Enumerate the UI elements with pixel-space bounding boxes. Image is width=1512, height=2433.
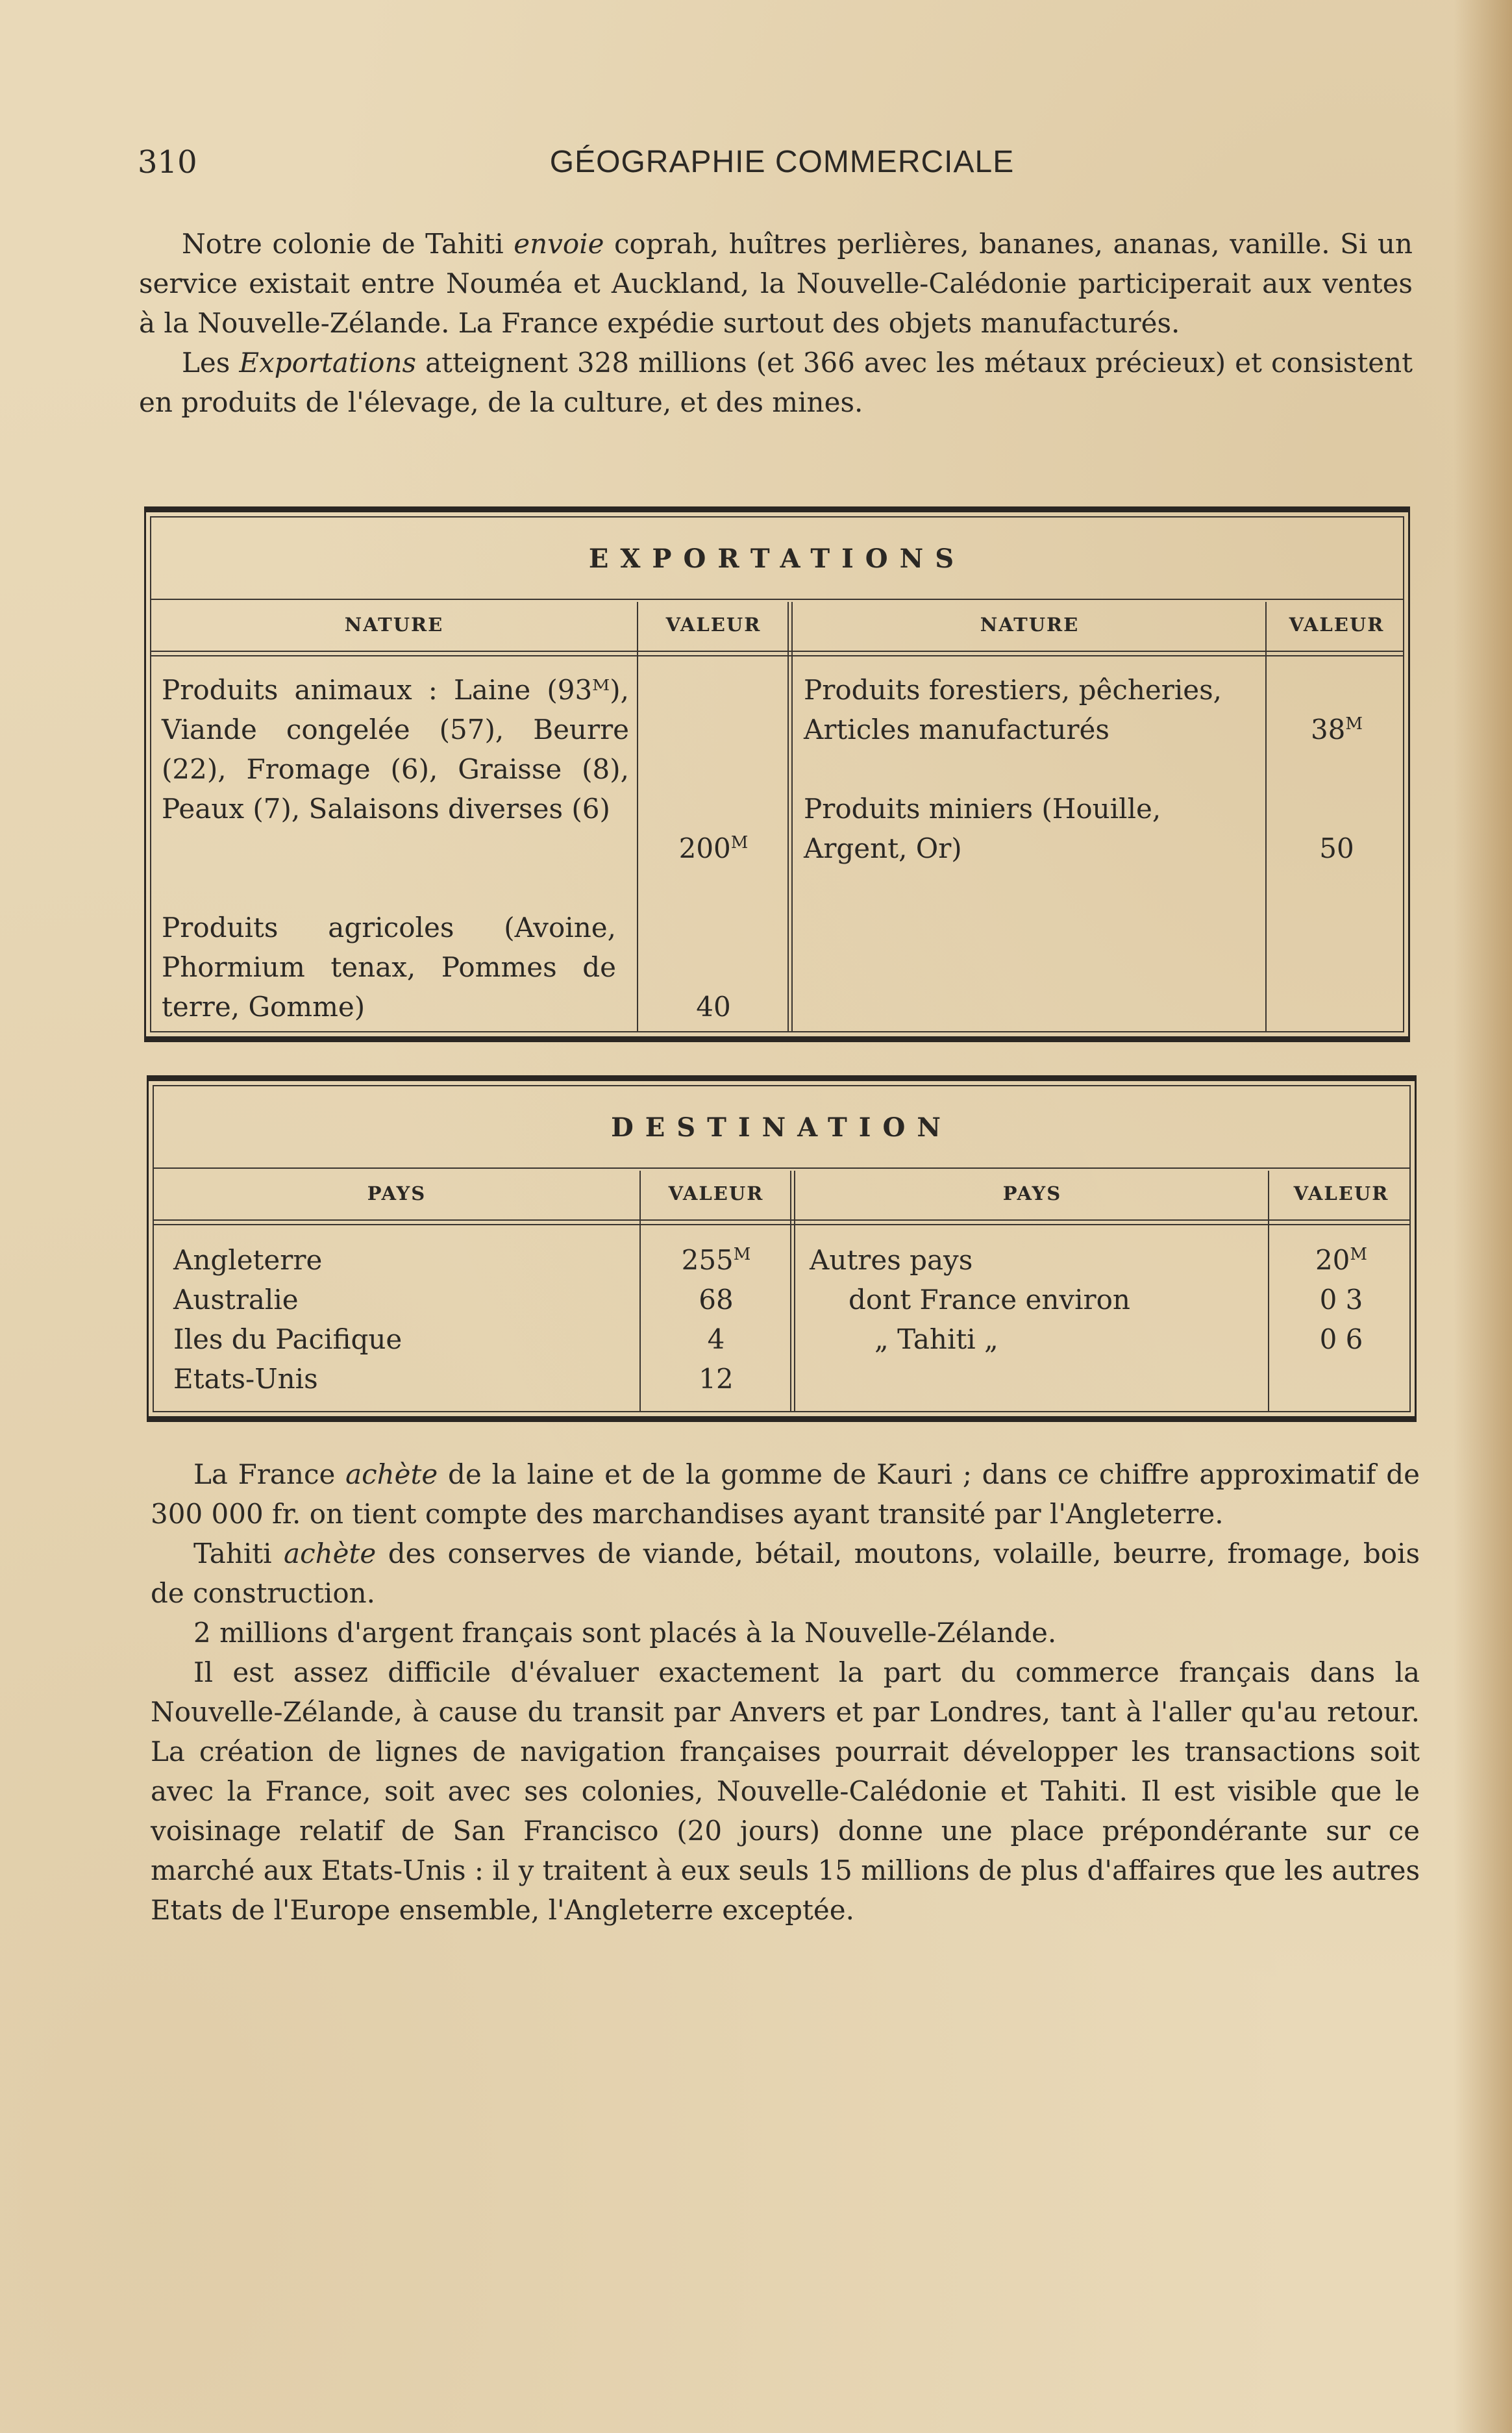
col-header-pays: PAYS <box>367 1182 427 1204</box>
destination-pays-cell: Australie <box>173 1284 299 1316</box>
exports-table-title: EXPORTATIONS <box>588 543 966 574</box>
table-rule <box>151 655 1403 656</box>
export-value-cell: $38^M$ <box>1310 714 1363 745</box>
destination-pays-cell: „ Tahiti „ <box>874 1323 998 1355</box>
column-divider <box>639 1171 641 1411</box>
destination-value-cell: $255^M$ <box>681 1244 751 1276</box>
destination-value-cell: 4 <box>707 1323 725 1355</box>
destination-value-cell: 68 <box>699 1284 734 1316</box>
export-nature-cell: Produits miniers (Houille, Argent, Or) <box>804 793 1161 864</box>
export-nature-cell: Produits animaux : Laine (93ᴹ), Viande congelée (57), Beurre (22), Fromage (6), Graisse (8), Peaux (7), Salaisons diverses (6) <box>162 674 629 825</box>
destination-pays-cell: Iles du Pacifique <box>173 1323 403 1355</box>
destination-value-cell: $20^M$ <box>1315 1244 1368 1276</box>
destination-pays-cell: dont France environ <box>849 1284 1130 1316</box>
export-value-cell: 50 <box>1319 832 1354 864</box>
destination-pays-cell: Autres pays <box>810 1244 973 1276</box>
table-rule <box>154 1167 1409 1169</box>
exports-table <box>144 506 1410 1042</box>
page-edge-shading <box>1454 0 1512 2433</box>
destination-table <box>147 1075 1417 1422</box>
col-header-valeur: VALEUR <box>668 1182 764 1204</box>
column-divider <box>790 1171 791 1411</box>
table-rule <box>151 651 1403 652</box>
export-value-cell: 40 <box>696 991 731 1023</box>
running-title: GÉOGRAPHIE COMMERCIALE <box>549 145 1015 179</box>
column-divider <box>787 602 789 1031</box>
export-nature-cell: Produits forestiers, pêcheries, Articles manufacturés <box>804 674 1222 745</box>
page-header <box>138 144 1426 190</box>
body-text <box>151 1454 1420 1930</box>
intro-text <box>139 224 1413 422</box>
column-divider <box>794 1171 795 1411</box>
destination-value-cell: 0 3 <box>1319 1284 1363 1316</box>
destination-pays-cell: Etats-Unis <box>173 1363 318 1395</box>
export-nature-cell: Produits agricoles (Avoine, Phormium tenax, Pommes de terre, Gomme) <box>162 912 616 1023</box>
destination-value-cell: 12 <box>699 1363 734 1395</box>
col-header-nature: NATURE <box>980 614 1080 636</box>
body-paragraph-3: 2 millions d'argent français sont placés à la Nouvelle-Zélande. <box>193 1617 1057 1649</box>
body-paragraph-2: Tahiti achète des conserves de viande, bétail, moutons, volaille, beurre, fromage, bois de construction. <box>151 1538 1420 1609</box>
table-rule <box>154 1224 1409 1225</box>
column-divider <box>791 602 793 1031</box>
column-divider <box>637 602 638 1031</box>
col-header-valeur: VALEUR <box>1289 614 1385 636</box>
col-header-valeur: VALEUR <box>1293 1182 1389 1204</box>
destination-pays-cell: Angleterre <box>173 1244 323 1276</box>
col-header-nature: NATURE <box>344 614 444 636</box>
col-header-valeur: VALEUR <box>665 614 762 636</box>
export-value-cell: $200^M$ <box>678 832 749 864</box>
column-divider <box>1268 1171 1269 1411</box>
destination-value-cell: 0 6 <box>1319 1323 1363 1355</box>
body-paragraph-1: La France achète de la laine et de la gomme de Kauri ; dans ce chiffre approximatif de 300 000 fr. on tient compte des marchandises ayant transité par l'Angleterre. <box>151 1458 1420 1530</box>
page-number: 310 <box>138 144 197 181</box>
body-paragraph-4: Il est assez difficile d'évaluer exactement la part du commerce français dans la Nouvelle-Zélande, à cause du transit par Anvers et par Londres, tant à l'aller qu'au retour. La création de lignes de navigation françaises pourrait développer les transactions soit avec la France, soit avec ses colonies, Nouvelle-Calédonie et Tahiti. Il est visible que le voisinage relatif de San Francisco (20 jours) donne une place prépondérante sur ce marché aux Etats-Unis : il y traitent à eux seuls 15 millions de plus d'affaires que les autres Etats de l'Europe ensemble, l'Angleterre exceptée. <box>151 1656 1420 1926</box>
intro-paragraph-2: Les Exportations atteignent 328 millions (et 366 avec les métaux précieux) et consistent en produits de l'élevage, de la culture, et des mines. <box>139 347 1413 418</box>
col-header-pays: PAYS <box>1002 1182 1062 1204</box>
table-rule <box>151 599 1403 600</box>
column-divider <box>1265 602 1267 1031</box>
intro-paragraph-1: Notre colonie de Tahiti envoie coprah, huîtres perlières, bananes, ananas, vanille. Si un service existait entre Nouméa et Auckland, la Nouvelle-Calédonie participerait aux ventes à la Nouvelle-Zélande. La France expédie surtout des objets manufacturés. <box>139 228 1413 339</box>
table-rule <box>154 1219 1409 1221</box>
destination-table-title: DESTINATION <box>611 1112 952 1143</box>
